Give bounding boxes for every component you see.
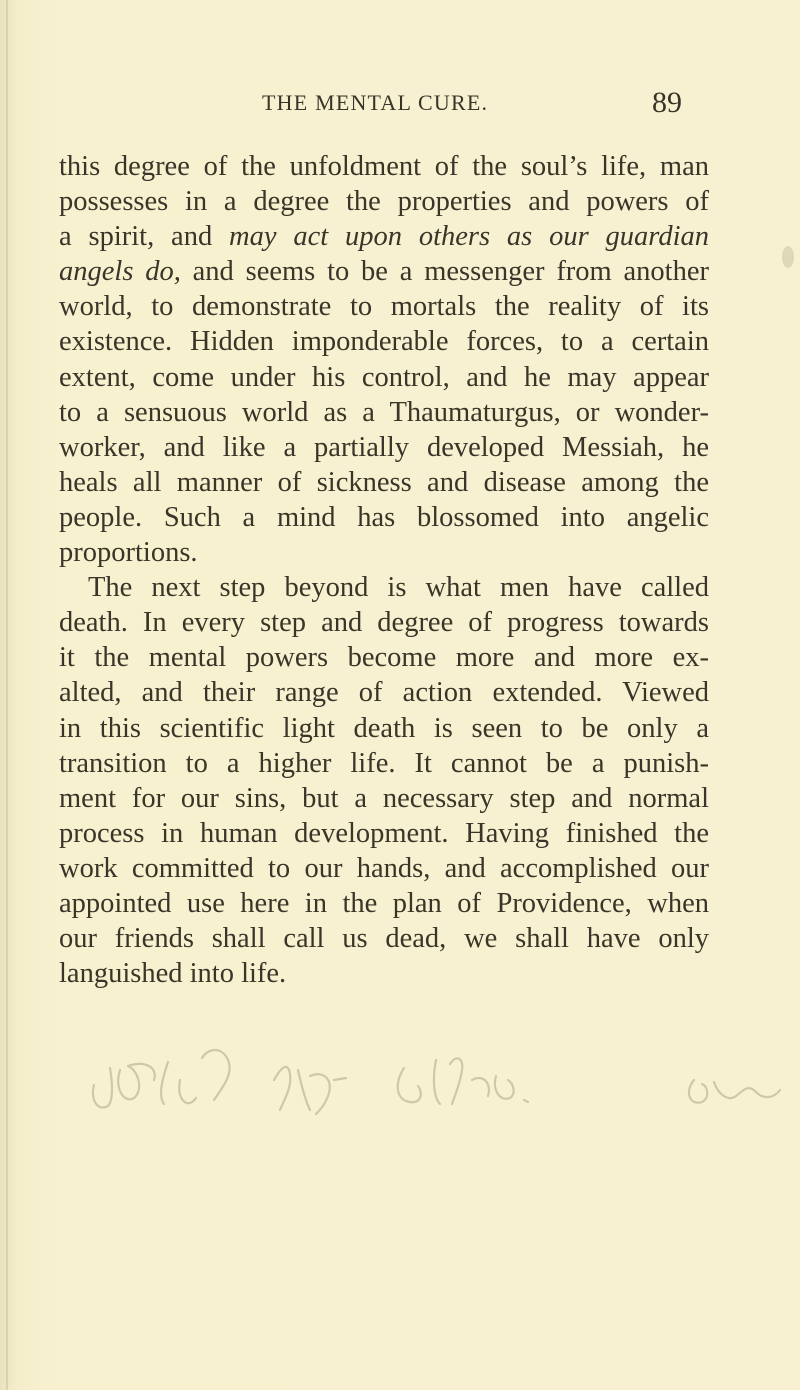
text-run: existence. Hidden imponderable forces, to a certain bbox=[59, 326, 709, 358]
italic-text: angels do, bbox=[59, 256, 181, 288]
page-number: 89 bbox=[652, 86, 682, 119]
text-run: heals all manner of sickness and disease among the bbox=[59, 466, 709, 498]
text-run: a spirit, and bbox=[59, 221, 230, 253]
text-line bbox=[59, 395, 709, 430]
text-run: this degree of the unfoldment of the soul’s life, man bbox=[59, 151, 709, 182]
italic-text: may act upon others as our guardian bbox=[229, 221, 709, 253]
text-line bbox=[59, 746, 709, 781]
text-line bbox=[59, 184, 709, 219]
text-run: people. Such a mind has blossomed into angelic bbox=[59, 501, 709, 533]
body-text bbox=[59, 149, 709, 991]
text-run: work committed to our hands, and accomplished our bbox=[59, 852, 709, 884]
text-line bbox=[59, 430, 709, 465]
text-line bbox=[59, 219, 709, 254]
text-line bbox=[59, 640, 709, 675]
text-line bbox=[59, 886, 709, 921]
text-run: death. In every step and degree of progress towards bbox=[59, 607, 709, 639]
text-line bbox=[59, 921, 709, 956]
text-run: extent, come under his control, and he may appear bbox=[59, 361, 709, 393]
text-line bbox=[59, 324, 709, 359]
text-line bbox=[59, 254, 709, 289]
text-run: world, to demonstrate to mortals the reality of its bbox=[59, 291, 709, 323]
text-line bbox=[59, 535, 709, 570]
margin-smudge bbox=[782, 246, 794, 268]
text-run: in this scientific light death is seen to be only a bbox=[59, 712, 709, 744]
text-line bbox=[59, 465, 709, 500]
text-line bbox=[59, 289, 709, 324]
text-run: languished into life. bbox=[59, 958, 287, 990]
text-run: appointed use here in the plan of Providence, when bbox=[59, 887, 709, 919]
text-run: and seems to be a messenger from another bbox=[180, 256, 709, 288]
text-run: our friends shall call us dead, we shall have only bbox=[59, 923, 709, 955]
text-line bbox=[59, 711, 709, 746]
text-run: possesses in a degree the properties and powers of bbox=[59, 186, 709, 218]
text-run: ment for our sins, but a necessary step and normal bbox=[59, 782, 709, 814]
pencil-marginalia bbox=[84, 1040, 784, 1120]
text-line bbox=[59, 360, 709, 395]
running-head: THE MENTAL CURE. bbox=[262, 90, 489, 115]
page-header bbox=[0, 86, 800, 126]
text-run: worker, and like a partially developed Messiah, he bbox=[59, 431, 709, 463]
text-line bbox=[59, 500, 709, 535]
text-line bbox=[59, 816, 709, 851]
text-run: transition to a higher life. It cannot be a punish- bbox=[59, 747, 709, 779]
text-run: The next step beyond is what men have called bbox=[88, 572, 709, 604]
text-line bbox=[59, 956, 709, 991]
text-run: to a sensuous world as a Thaumaturgus, or wonder- bbox=[59, 396, 709, 428]
text-run: process in human development. Having finished the bbox=[59, 817, 709, 849]
text-line bbox=[59, 570, 709, 605]
text-line bbox=[59, 675, 709, 710]
text-line bbox=[59, 851, 709, 886]
text-line bbox=[59, 781, 709, 816]
text-line bbox=[59, 149, 709, 184]
text-run: alted, and their range of action extended. Viewed bbox=[59, 677, 709, 709]
text-line bbox=[59, 605, 709, 640]
text-run: proportions. bbox=[59, 537, 198, 569]
text-run: it the mental powers become more and more ex- bbox=[59, 642, 709, 674]
page-gutter-edge bbox=[6, 0, 8, 1390]
